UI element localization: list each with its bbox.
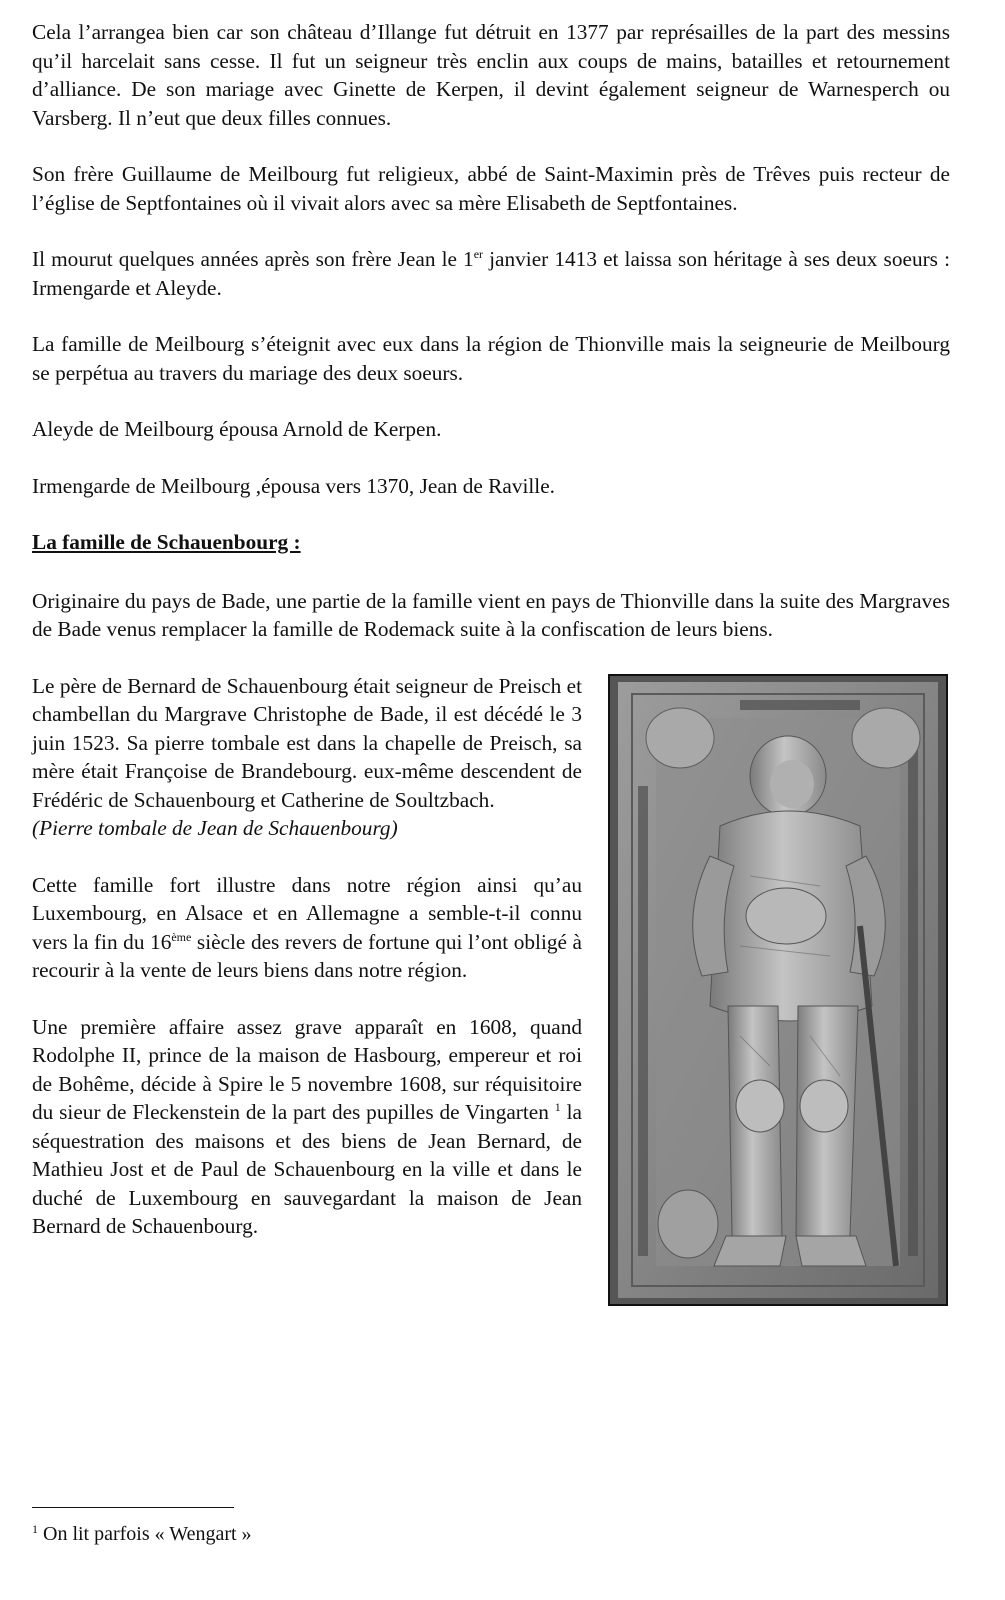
paragraph-father (32, 672, 582, 843)
tombstone-illustration (610, 676, 946, 1304)
paragraph-illange: Cela l’arrangea bien car son château d’Illange fut détruit en 1377 par représailles de la part des messins qu’il harcelait sans cesse. Il fut un seigneur très enclin aux coups de mains, batailles et retournement d’alliance. De son mariage avec Ginette de Kerpen, il devint également seigneur de Warnesperch ou Varsberg. Il n’eut que deux filles connues. (32, 20, 950, 130)
footnote-text: On lit parfois « Wengart » (38, 1523, 252, 1545)
superscript: ème (171, 929, 192, 944)
paragraph-guillaume: Son frère Guillaume de Meilbourg fut religieux, abbé de Saint-Maximin près de Trêves puis recteur de l’église de Septfontaines où il vivait alors avec sa mère Elisabeth de Septfontaines. (32, 162, 950, 215)
paragraph-irmengarde: Irmengarde de Meilbourg ,épousa vers 1370, Jean de Raville. (32, 473, 556, 498)
footnote (32, 1521, 252, 1547)
footnote-number: 1 (32, 1522, 38, 1536)
text-segment: Il mourut quelques années après son frère Jean le 1 (32, 247, 474, 271)
paragraph-extinction: La famille de Meilbourg s’éteignit avec eux dans la région de Thionville mais la seigneurie de Meilbourg se perpétua au travers du mariage des deux soeurs. (32, 332, 950, 385)
paragraph-fortune (32, 871, 582, 985)
text-segment: siècle des revers de fortune qui l’ont obligé à recourir à la vente de leurs biens dans notre région. (32, 929, 582, 982)
paragraph-heritage (32, 245, 950, 302)
document-page (32, 18, 950, 1269)
text-with-figure (32, 672, 950, 1241)
footnote-separator (32, 1507, 234, 1508)
text-segment: janvier 1413 et laissa son héritage à ses deux soeurs : Irmengarde et Aleyde. (32, 247, 950, 300)
footnote-ref: 1 (554, 1100, 561, 1114)
paragraph-origin: Originaire du pays de Bade, une partie de la famille vient en pays de Thionville dans la suite des Margraves de Bade venus remplacer la famille de Rodemack suite à la confiscation de leurs biens. (32, 588, 950, 641)
tombstone-photo (608, 674, 948, 1306)
text-segment: Le père de Bernard de Schauenbourg était seigneur de Preisch et chambellan du Margrave Christophe de Bade, il est décédé le 3 juin 1523. Sa pierre tombale est dans la chapelle de Preisch, sa mère était Françoise de Brandebourg. eux-même descendent de Frédéric de Schauenbourg et Catherine de Soultzbach. (32, 673, 582, 812)
text-segment: la séquestration des maisons et des biens de Jean Bernard, de Mathieu Jost et de Paul de Schauenbourg en la ville et dans le duché de Luxembourg en sauvegardant la maison de Jean Bernard de Schauenbourg. (32, 1100, 582, 1238)
left-column (32, 672, 582, 1241)
paragraph-affaire (32, 1013, 582, 1241)
figure-caption: (Pierre tombale de Jean de Schauenbourg) (32, 816, 398, 840)
superscript: er (473, 247, 484, 261)
text-segment: Une première affaire assez grave apparaît en 1608, quand Rodolphe II, prince de la maison de Hasbourg, empereur et roi de Bohême, décide à Spire le 5 novembre 1608, sur réquisitoire du sieur de Fleckenstein de la part des pupilles de Vingarten (32, 1014, 582, 1124)
text-segment: Cette famille fort illustre dans notre région ainsi qu’au Luxembourg, en Alsace et en Allemagne a semble-t-il connu vers la fin du 16 (32, 872, 582, 954)
paragraph-aleyde: Aleyde de Meilbourg épousa Arnold de Kerpen. (32, 417, 442, 441)
section-heading: La famille de Schauenbourg : (32, 530, 301, 554)
